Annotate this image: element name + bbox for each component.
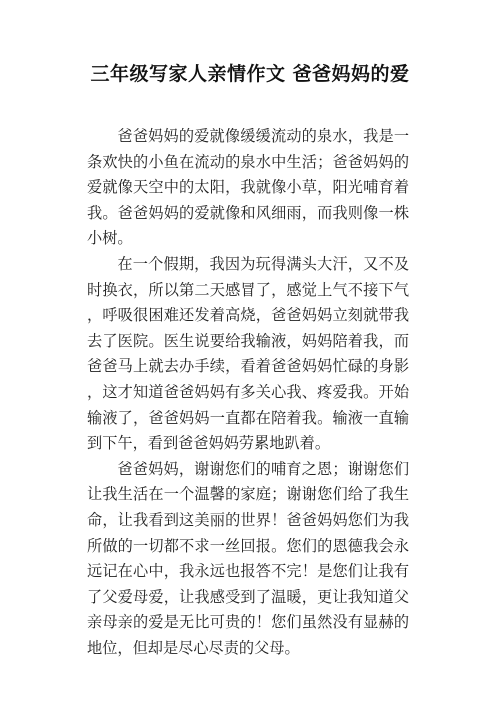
paragraph-1: 爸爸妈妈的爱就像缓缓流动的泉水，我是一条欢快的小鱼在流动的泉水中生活；爸爸妈妈的爱就像天空中的太阳，我就像小草，阳光哺育着我。爸爸妈妈的爱就像和风细雨，而我则像一株小树。 <box>87 127 409 248</box>
paragraph-2: 在一个假期，我因为玩得满头大汗，又不及时换衣，所以第二天感冒了，感觉上气不接下气，呼吸很困难还发着高烧，爸爸妈妈立刻就带我去了医院。医生说要给我输液，妈妈陪着我，而爸爸马上就去办手续，看着爸爸妈妈忙碌的身影，这才知道爸爸妈妈有多关心我、疼爱我。开始输液了，爸爸妈妈一直都在陪着我。输液一直输到下午，看到爸爸妈妈劳累地趴着。 <box>87 254 409 453</box>
essay-body <box>87 124 409 661</box>
essay-title: 三年级写家人亲情作文 爸爸妈妈的爱 <box>90 63 410 85</box>
paragraph-3: 爸爸妈妈，谢谢您们的哺育之恩；谢谢您们让我生活在一个温馨的家庭；谢谢您们给了我生命，让我看到这美丽的世界！爸爸妈妈您们为我所做的一切都不求一丝回报。您们的恩德我会永远记在心中，我永远也报答不完！是您们让我有了父爱母爱，让我感受到了温暖，更让我知道父亲母亲的爱是无比可贵的！您们虽然没有显赫的地位，但却是尽心尽责的父母。 <box>87 459 409 657</box>
